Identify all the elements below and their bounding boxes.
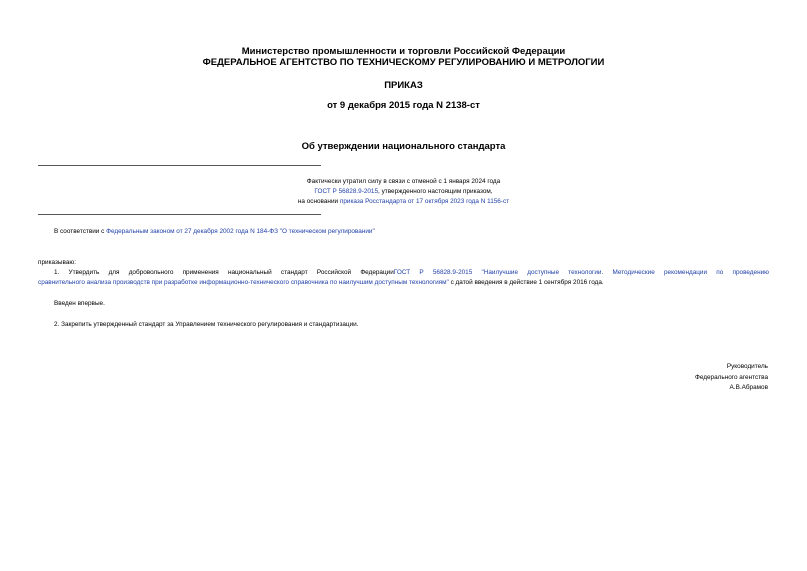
gost-link[interactable]: ГОСТ Р 56828.9-2015 <box>314 188 379 195</box>
status-note-line1: Фактически утратил силу в связи с отменой с 1 января 2024 года <box>306 178 501 185</box>
item-2: 2. Закрепить утвержденный стандарт за Управлением технического регулирования и стандартизации. <box>54 321 359 328</box>
item-1-suffix: с датой введения в действие 1 сентября 2016 года. <box>448 279 604 286</box>
document-type: ПРИКАЗ <box>384 80 423 91</box>
standard-link-part1[interactable]: ГОСТ Р 56828.9-2015 "Наилучшие доступные технологии. Методические рекомендации по проведению <box>393 269 769 276</box>
introduced-note: Введен впервые. <box>54 300 105 307</box>
preamble-prefix: В соответствии с <box>54 228 107 235</box>
status-note-line2-rest: , утвержденного настоящим приказом, <box>378 188 493 195</box>
divider-bottom <box>38 214 321 215</box>
document-date-number: от 9 декабря 2015 года N 2138-ст <box>327 100 480 111</box>
item-1-line1 <box>38 268 769 278</box>
status-note <box>140 177 667 207</box>
federal-law-link[interactable]: Федеральным законом от 27 декабря 2002 года N 184-ФЗ "О техническом регулировании" <box>106 228 375 235</box>
signature-name: А.В.Абрамов <box>729 384 768 391</box>
status-note-line3-prefix: на основании <box>297 198 340 205</box>
order-word: приказываю: <box>38 259 76 266</box>
status-note-line3 <box>140 197 667 207</box>
standard-link-part2[interactable]: сравнительного анализа производств при разработке информационно-технического справочника по наилучшим доступным технологиям" <box>38 279 449 286</box>
divider-top <box>38 165 321 166</box>
item-1 <box>38 268 769 288</box>
ministry-heading: Министерство промышленности и торговли Российской Федерации <box>241 46 566 57</box>
status-note-line2 <box>140 187 667 197</box>
agency-heading: ФЕДЕРАЛЬНОЕ АГЕНТСТВО ПО ТЕХНИЧЕСКОМУ РЕГУЛИРОВАНИЮ И МЕТРОЛОГИИ <box>202 57 605 68</box>
item-1-prefix: 1. Утвердить для добровольного применения национальный стандарт Российской Федерации <box>54 269 394 276</box>
signature-title2: Федерального агентства <box>694 374 768 381</box>
rosstandart-order-link[interactable]: приказа Росстандарта от 17 октября 2023 года N 1156-ст <box>339 198 510 205</box>
signature-title1: Руководитель <box>726 363 768 370</box>
preamble <box>54 227 375 237</box>
document-subject: Об утверждении национального стандарта <box>301 141 506 152</box>
item-1-line2 <box>38 278 769 288</box>
